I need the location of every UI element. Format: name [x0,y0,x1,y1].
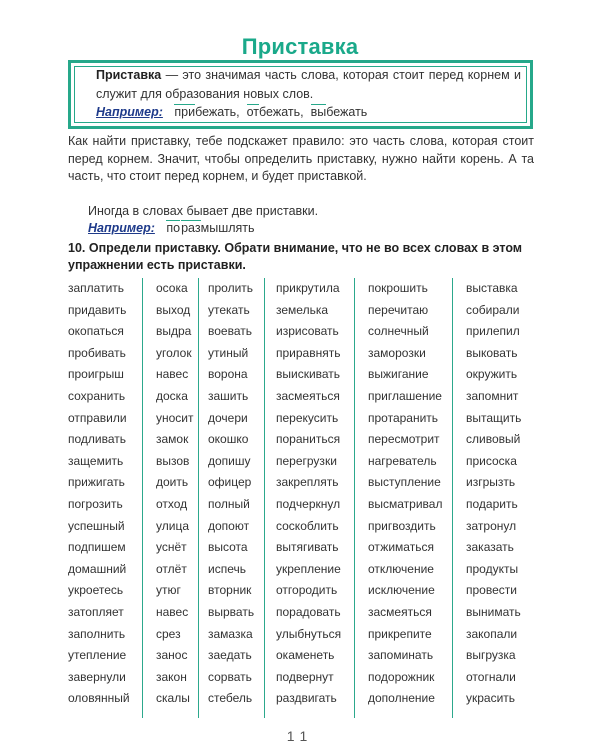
word-cell: выставка [466,281,518,295]
word-cell: затронул [466,518,517,533]
word-cell: отгородить [276,583,338,598]
word-cell: ворона [208,367,248,382]
column-divider [142,278,143,718]
example2-root: мышлять [200,221,255,235]
word-cell: придавить [68,302,127,317]
word-cell: прижигать [68,475,125,490]
word-cell: скалы [156,691,190,706]
word-cell: проигрыш [68,367,124,382]
word-cell: запоминать [368,648,434,663]
word-cell: запомнит [466,389,519,403]
word-cell: протаранить [368,410,439,425]
word-cell: сорвать [208,669,252,684]
word-cell: утюг [156,583,181,598]
word-cell: украсить [466,691,516,706]
word-cell: перекусить [276,410,339,425]
word-cell: изгрызть [466,475,516,490]
word-cell: утекать [208,302,250,317]
word-cell: выгрузка [466,648,516,663]
word-cell: стебель [208,691,253,706]
page-number: 11 [286,728,314,744]
explanation-paragraph: Как найти приставку, тебе подскажет правило: это часть слова, которая стоит перед корнем. Значит, чтобы определить приставку, нужно найти корень. А та часть, что стоит перед корнем, и будет приставкой. [68,134,534,183]
word-cell: пересмотрит [368,432,440,447]
word-cell: выковать [466,345,518,360]
word-cell: высота [208,540,248,555]
word-cell: вытащить [466,410,522,425]
word-cell: офицер [208,475,252,490]
word-cell: вырвать [208,605,255,619]
word-cell: продукты [466,561,519,576]
word-cell: улыбнуться [276,626,342,641]
word-cell: допоют [208,518,250,533]
word-cell: вытягивать [276,540,339,555]
word-cell: приглашение [368,389,442,403]
word-cell: заполнить [68,626,126,641]
word-cell: высматривал [368,497,443,511]
page-title: Приставка [241,34,359,59]
word-cell: подорожник [368,669,435,684]
word-cell: земелька [276,302,329,317]
word-cell: погрозить [68,497,123,511]
word-cell: заедать [208,648,252,663]
column-divider [354,278,355,718]
word-cell: оловянный [68,691,130,706]
example-word-3: выбежать [310,105,368,119]
column-divider [452,278,453,718]
word-table [60,278,538,718]
word-cell: пригвоздить [368,518,436,533]
word-cell: осока [156,281,188,295]
word-cell: затопляет [68,605,124,619]
word-cell: навес [156,367,189,382]
word-cell: отключение [368,561,434,576]
word-cell: отжиматься [368,540,434,555]
word-cell: уснёт [156,540,187,555]
word-cell: закон [156,669,187,684]
word-cell: прилепил [466,324,520,339]
exercise-number: 10. [68,241,86,255]
word-cell: выдра [156,324,192,339]
word-cell: допишу [208,453,251,468]
word-cell: изрисовать [276,324,339,339]
word-cell: отход [156,497,188,511]
word-cell: пораниться [276,432,341,447]
word-cell: заплатить [68,281,125,295]
word-cell: перечитаю [368,302,429,317]
word-cell: испечь [208,561,246,576]
example2-prefix-1: по [166,221,181,235]
word-cell: пролить [208,281,254,295]
word-cell: закреплять [276,475,339,490]
word-cell: раздвигать [276,691,337,706]
word-cell: солнечный [368,324,429,339]
word-cell: собирали [466,302,520,317]
word-cell: занос [156,648,188,663]
word-cell: засмеяться [368,605,432,619]
word-cell: дочери [208,410,248,425]
word-cell: подливать [68,432,127,447]
word-cell: заказать [466,540,514,555]
word-cell: нагреватель [368,453,437,468]
word-cell: прикрутила [276,281,340,295]
word-cell: присоска [466,453,517,468]
word-cell: приравнять [276,345,341,360]
word-cell: успешный [68,518,125,533]
word-cell: окопаться [68,324,124,339]
word-cell: подарить [466,497,518,511]
word-cell: улица [156,518,189,533]
exercise-instruction [68,240,538,274]
rule-definition [96,66,521,104]
word-cell: соскоблить [276,518,339,533]
word-cell: вынимать [466,605,521,619]
word-cell: домашний [68,561,127,576]
word-cell: выжигание [368,367,429,382]
word-cell: окружить [466,367,518,382]
word-cell: порадовать [276,605,341,619]
example-word-2: отбежать, [246,105,304,119]
example2-label: Например: [88,221,155,235]
word-cell: выискивать [276,367,341,382]
word-cell: провести [466,583,517,598]
rule-example [96,105,367,119]
word-cell: отправили [68,410,127,425]
word-cell: прикрепите [368,626,432,641]
word-cell: дополнение [368,691,435,706]
word-cell: исключение [368,583,435,598]
word-cell: уголок [156,345,192,360]
word-cell: подвернут [276,669,334,684]
example-label: Например: [96,105,163,119]
word-cell: вызов [156,453,190,468]
word-cell: укроетесь [68,583,124,598]
word-cell: завернули [68,669,126,684]
word-cell: утиный [208,345,249,360]
example2-prefix-2: раз [181,221,201,235]
two-prefixes-example [88,221,255,235]
word-cell: сохранить [68,389,126,403]
word-cell: перегрузки [276,453,337,468]
word-cell: подчеркнул [276,497,341,511]
word-cell: укрепление [276,561,341,576]
word-cell: доска [156,389,188,403]
example-word-1: прибежать, [174,105,240,119]
word-cell: навес [156,605,189,619]
word-cell: утепление [68,648,127,663]
word-cell: вторник [208,583,252,598]
word-cell: отогнали [466,669,516,684]
word-cell: защемить [68,453,124,468]
word-cell: замок [156,432,189,447]
word-cell: покрошить [368,281,428,295]
word-cell: уносит [156,410,194,425]
word-cell: воевать [208,324,252,339]
word-cell: подпишем [68,540,126,555]
word-cell: замазка [208,626,253,641]
word-cell: пробивать [68,345,126,360]
column-divider [264,278,265,718]
word-cell: выход [156,302,191,317]
word-cell: закопали [466,626,518,641]
word-cell: выступление [368,475,441,490]
word-cell: засмеяться [276,389,340,403]
rule-body: — это значимая часть слова, которая стоит перед корнем и служит для образования новых слов. [96,68,521,101]
word-cell: доить [156,475,189,490]
two-prefixes-note: Иногда в словах бывает две приставки. [88,204,319,218]
rule-term: Приставка [96,68,162,82]
word-cell: отлёт [156,561,187,576]
exercise-text: Определи приставку. Обрати внимание, что не во всех словах в этом упражнении есть приставки. [68,241,523,272]
word-cell: полный [208,497,250,511]
word-cell: зашить [208,389,249,403]
word-cell: окошко [208,432,249,447]
word-cell: сливовый [466,432,521,447]
word-cell: окаменеть [276,648,335,663]
word-cell: заморозки [368,345,426,360]
word-cell: срез [156,626,181,641]
column-divider [198,278,199,718]
